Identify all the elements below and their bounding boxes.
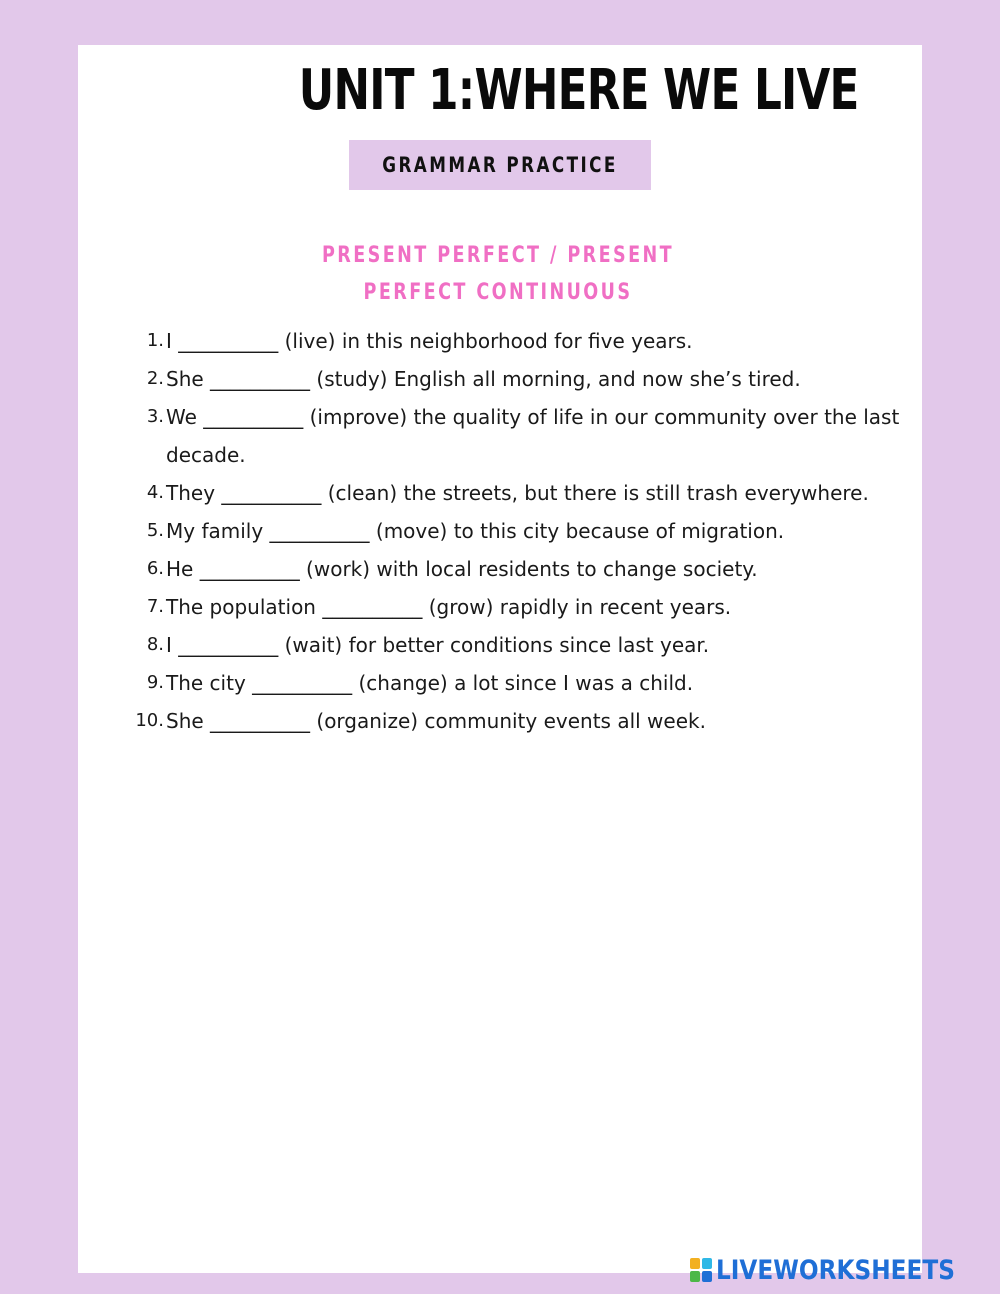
exercise-item — [126, 550, 916, 588]
exercise-text: He __________ (work) with local residents to change society. — [166, 557, 758, 581]
exercise-text: I __________ (wait) for better conditions since last year. — [166, 633, 710, 657]
exercise-text: The city __________ (change) a lot since I was a child. — [166, 671, 694, 695]
exercise-number: 4. — [146, 482, 164, 503]
subtitle: GRAMMAR PRACTICE — [382, 153, 618, 177]
exercise-item — [126, 664, 916, 702]
exercise-item — [126, 626, 916, 664]
exercise-item — [126, 322, 916, 360]
exercise-item — [126, 398, 916, 474]
worksheet-page — [78, 45, 922, 1273]
exercise-text: They __________ (clean) the streets, but there is still trash everywhere. — [166, 481, 869, 505]
grammar-topic: PRESENT PERFECT / PRESENT PERFECT CONTINUOUS — [321, 243, 675, 305]
exercise-number: 2. — [146, 368, 164, 389]
exercise-text: My family __________ (move) to this city because of migration. — [166, 519, 785, 543]
exercise-number: 10. — [135, 710, 164, 731]
liveworksheets-logo[interactable] — [690, 1253, 994, 1287]
exercise-item — [126, 588, 916, 626]
exercise-text: We __________ (improve) the quality of life in our community over the last decade. — [166, 405, 900, 467]
exercise-list — [126, 322, 916, 740]
liveworksheets-logo-icon — [690, 1258, 712, 1282]
exercise-number: 3. — [146, 406, 164, 427]
exercise-item — [126, 360, 916, 398]
page-title: UNIT 1:WHERE WE LIVE — [298, 58, 859, 123]
exercise-text: I __________ (live) in this neighborhood for five years. — [166, 329, 693, 353]
exercise-text: The population __________ (grow) rapidly in recent years. — [166, 595, 732, 619]
exercise-number: 5. — [146, 520, 164, 541]
exercise-number: 1. — [146, 330, 164, 351]
exercise-text: She __________ (organize) community events all week. — [166, 709, 706, 733]
exercise-item — [126, 702, 916, 740]
logo-text: LIVEWORKSHEETS — [716, 1254, 955, 1286]
exercise-number: 6. — [146, 558, 164, 579]
subtitle-banner — [349, 140, 651, 190]
exercise-item — [126, 512, 916, 550]
exercise-number: 9. — [146, 672, 164, 693]
exercise-item — [126, 474, 916, 512]
exercise-text: She __________ (study) English all morning, and now she’s tired. — [166, 367, 801, 391]
exercise-number: 8. — [146, 634, 164, 655]
exercise-number: 7. — [146, 596, 164, 617]
